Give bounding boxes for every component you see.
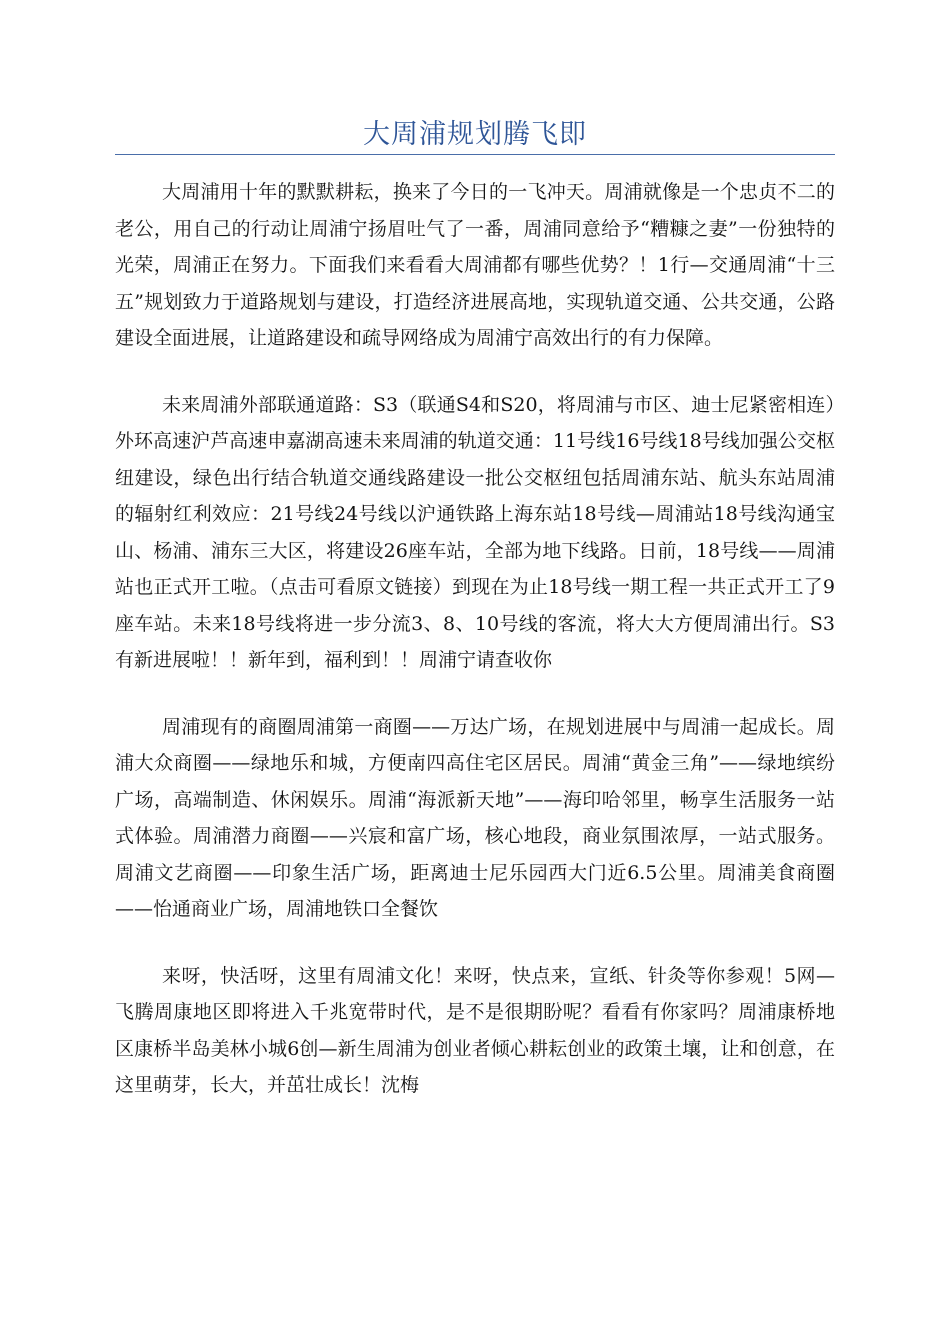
document-page [115, 0, 835, 1134]
paragraph-intro: 大周浦用十年的默默耕耘，换来了今日的一飞冲天。周浦就像是一个忠贞不二的老公，用自己的行动让周浦宁扬眉吐气了一番，周浦同意给予“糟糠之妻”一份独特的光荣，周浦正在努力。下面我们来看看大周浦都有哪些优势？！1行—交通周浦“十三五”规划致力于道路规划与建设，打造经济进展高地，实现轨道交通、公共交通，公路建设全面进展，让道路建设和疏导网络成为周浦宁高效出行的有力保障。 [115, 181, 835, 349]
title-underline [115, 154, 835, 155]
document-title: 大周浦规划腾飞即 [363, 119, 587, 150]
paragraph-culture: 来呀，快活呀，这里有周浦文化！来呀，快点来，宣纸、针灸等你参观！5网—飞腾周康地区即将进入千兆宽带时代，是不是很期盼呢？看看有你家吗？周浦康桥地区康桥半岛美林小城6创—新生周浦为创业者倾心耕耘创业的政策土壤，让和创意，在这里萌芽，长大，并茁壮成长！沈梅 [115, 964, 835, 1096]
paragraph-commerce: 周浦现有的商圈周浦第一商圈——万达广场，在规划进展中与周浦一起成长。周浦大众商圈——绿地乐和城，方便南四高住宅区居民。周浦“黄金三角”——绿地缤纷广场，高端制造、休闲娱乐。周浦“海派新天地”——海印哈邻里，畅享生活服务一站式体验。周浦潜力商圈——兴宸和富广场，核心地段，商业氛围浓厚，一站式服务。周浦文艺商圈——印象生活广场，距离迪士尼乐园西大门近6.5公里。周浦美食商圈——怡通商业广场，周浦地铁口全餐饮 [115, 715, 835, 920]
paragraph-transport: 未来周浦外部联通道路：S3（联通S4和S20，将周浦与市区、迪士尼紧密相连）外环高速沪芦高速申嘉湖高速未来周浦的轨道交通：11号线16号线18号线加强公交枢纽建设，绿色出行结合轨道交通线路建设一批公交枢纽包括周浦东站、航头东站周浦的辐射红利效应：21号线24号线以沪通铁路上海东站18号线—周浦站18号线沟通宝山、杨浦、浦东三大区，将建设26座车站，全部为地下线路。日前，18号线——周浦站也正式开工啦。（点击可看原文链接）到现在为止18号线一期工程一共正式开工了9座车站。未来18号线将进一步分流3、8、10号线的客流，将大大方便周浦出行。S3有新进展啦！！新年到，福利到！！周浦宁请查收你 [115, 393, 835, 671]
document-body [115, 174, 835, 1104]
